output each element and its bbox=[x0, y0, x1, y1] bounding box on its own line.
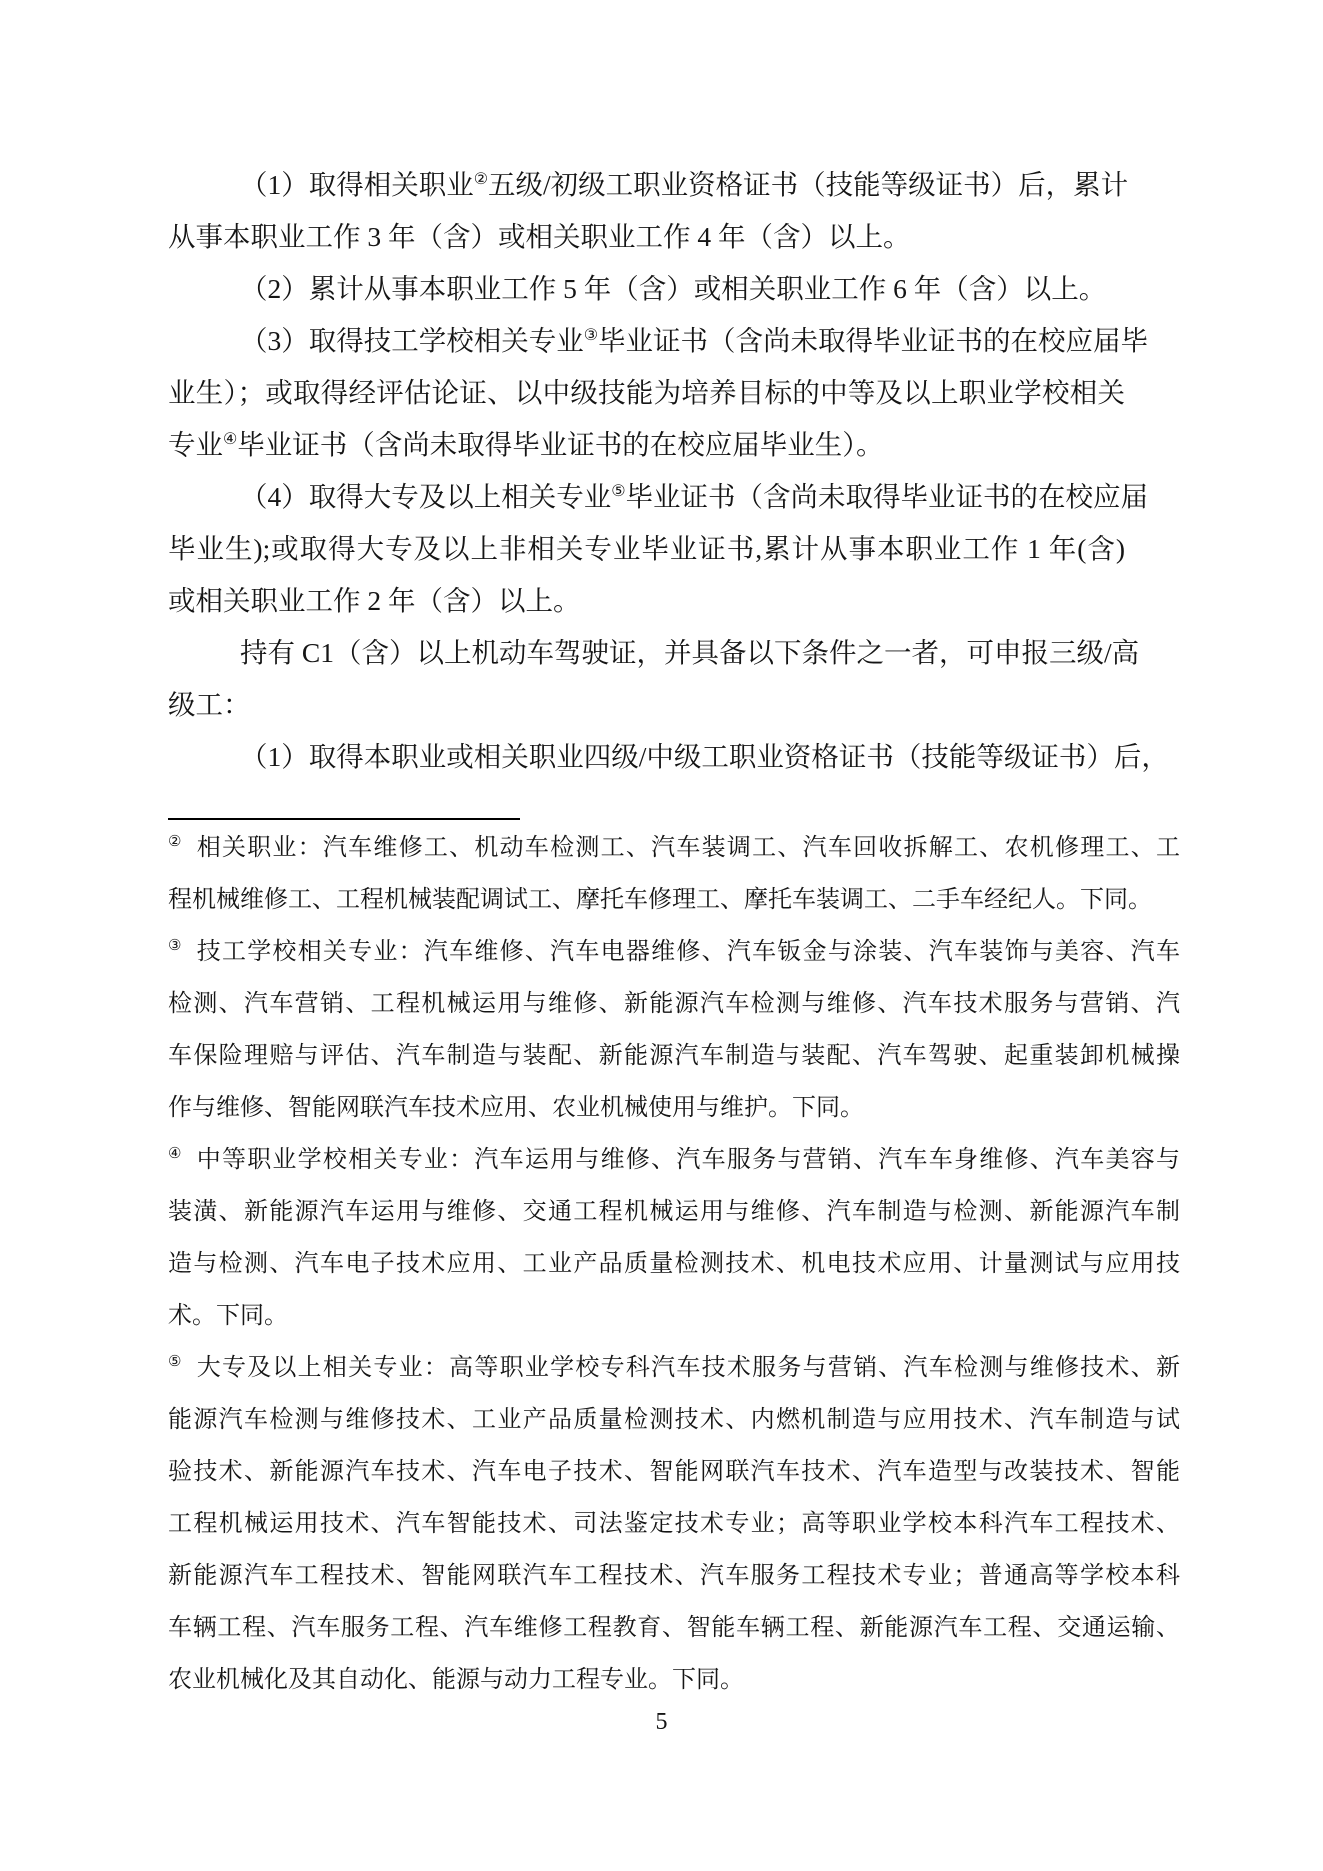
footnote-line: 造与检测、汽车电子技术应用、工业产品质量检测技术、机电技术应用、计量测试与应用技 bbox=[168, 1251, 1180, 1277]
footnote-line: 检测、汽车营销、工程机械运用与维修、新能源汽车检测与维修、汽车技术服务与营销、汽 bbox=[168, 991, 1180, 1017]
body-text-block bbox=[168, 159, 1169, 783]
footnote bbox=[168, 926, 1180, 1134]
paragraph bbox=[168, 315, 1149, 471]
footnote-marker: ⑤ bbox=[168, 1354, 183, 1370]
paragraph bbox=[168, 159, 1129, 263]
footnote-reference: ② bbox=[473, 170, 489, 188]
text-line: 持有 C1（含）以上机动车驾驶证，并具备以下条件之一者，可申报三级/高 bbox=[240, 637, 1140, 668]
text-line: （3）取得技工学校相关专业③毕业证书（含尚未取得毕业证书的在校应届毕 bbox=[240, 325, 1149, 356]
text-line: 级工： bbox=[168, 689, 251, 720]
footnote-marker: ④ bbox=[168, 1146, 183, 1162]
text-line: 或相关职业工作 2 年（含）以上。 bbox=[168, 585, 581, 616]
footnote-reference: ④ bbox=[223, 430, 238, 448]
footnotes-block bbox=[168, 822, 1180, 1706]
paragraph bbox=[168, 731, 1169, 783]
footnote-line: ④ 中等职业学校相关专业：汽车运用与维修、汽车服务与营销、汽车车身维修、汽车美容与 bbox=[168, 1146, 1181, 1173]
footnote-line: ⑤ 大专及以上相关专业：高等职业学校专科汽车技术服务与营销、汽车检测与维修技术、新 bbox=[168, 1354, 1181, 1381]
footnote bbox=[168, 1134, 1180, 1342]
footnote-line: 新能源汽车工程技术、智能网联汽车工程技术、汽车服务工程技术专业；普通高等学校本科 bbox=[168, 1563, 1180, 1589]
text-line: 从事本职业工作 3 年（含）或相关职业工作 4 年（含）以上。 bbox=[168, 221, 911, 252]
footnote-line: 验技术、新能源汽车技术、汽车电子技术、智能网联汽车技术、汽车造型与改装技术、智能 bbox=[168, 1459, 1180, 1485]
footnote-reference: ③ bbox=[583, 326, 599, 344]
footnote-marker: ③ bbox=[168, 938, 183, 954]
footnote-line: 程机械维修工、工程机械装配调试工、摩托车修理工、摩托车装调工、二手车经纪人。下同。 bbox=[168, 887, 1152, 913]
footnote-line: 工程机械运用技术、汽车智能技术、司法鉴定技术专业；高等职业学校本科汽车工程技术、 bbox=[168, 1511, 1180, 1537]
paragraph bbox=[168, 471, 1149, 627]
footnote-line: 作与维修、智能网联汽车技术应用、农业机械使用与维护。下同。 bbox=[168, 1095, 864, 1121]
footnote bbox=[168, 822, 1180, 926]
paragraph bbox=[168, 263, 1125, 315]
text-line: （1）取得本职业或相关职业四级/中级工职业资格证书（技能等级证书）后， bbox=[240, 741, 1169, 772]
text-line: （2）累计从事本职业工作 5 年（含）或相关职业工作 6 年（含）以上。 bbox=[240, 273, 1107, 304]
footnote-line: 农业机械化及其自动化、能源与动力工程专业。下同。 bbox=[168, 1667, 744, 1693]
footnote-line: ③ 技工学校相关专业：汽车维修、汽车电器维修、汽车钣金与涂装、汽车装饰与美容、汽车 bbox=[168, 938, 1181, 965]
footnote-separator bbox=[168, 818, 520, 820]
footnote-line: ② 相关职业：汽车维修工、机动车检测工、汽车装调工、汽车回收拆解工、农机修理工、工 bbox=[168, 834, 1181, 861]
page-number: 5 bbox=[655, 1709, 668, 1735]
footnote-line: 车辆工程、汽车服务工程、汽车维修工程教育、智能车辆工程、新能源汽车工程、交通运输、 bbox=[168, 1615, 1180, 1641]
text-line: （4）取得大专及以上相关专业⑤毕业证书（含尚未取得毕业证书的在校应届 bbox=[240, 481, 1149, 512]
text-line: 毕业生);或取得大专及以上非相关专业毕业证书,累计从事本职业工作 1 年(含) bbox=[168, 533, 1125, 564]
text-line: （1）取得相关职业②五级/初级工职业资格证书（技能等级证书）后，累计 bbox=[240, 169, 1129, 200]
footnote-reference: ⑤ bbox=[611, 482, 626, 500]
footnote-line: 能源汽车检测与维修技术、工业产品质量检测技术、内燃机制造与应用技术、汽车制造与试 bbox=[168, 1407, 1180, 1433]
paragraph bbox=[168, 627, 1140, 731]
footnote-line: 车保险理赔与评估、汽车制造与装配、新能源汽车制造与装配、汽车驾驶、起重装卸机械操 bbox=[168, 1043, 1180, 1069]
footnote-marker: ② bbox=[168, 834, 183, 850]
text-line: 专业④毕业证书（含尚未取得毕业证书的在校应届毕业生）。 bbox=[168, 429, 884, 460]
footnote-line: 术。下同。 bbox=[168, 1303, 288, 1329]
text-line: 业生）；或取得经评估论证、以中级技能为培养目标的中等及以上职业学校相关 bbox=[168, 377, 1125, 408]
footnote bbox=[168, 1342, 1180, 1706]
footnote-line: 装潢、新能源汽车运用与维修、交通工程机械运用与维修、汽车制造与检测、新能源汽车制 bbox=[168, 1199, 1180, 1225]
